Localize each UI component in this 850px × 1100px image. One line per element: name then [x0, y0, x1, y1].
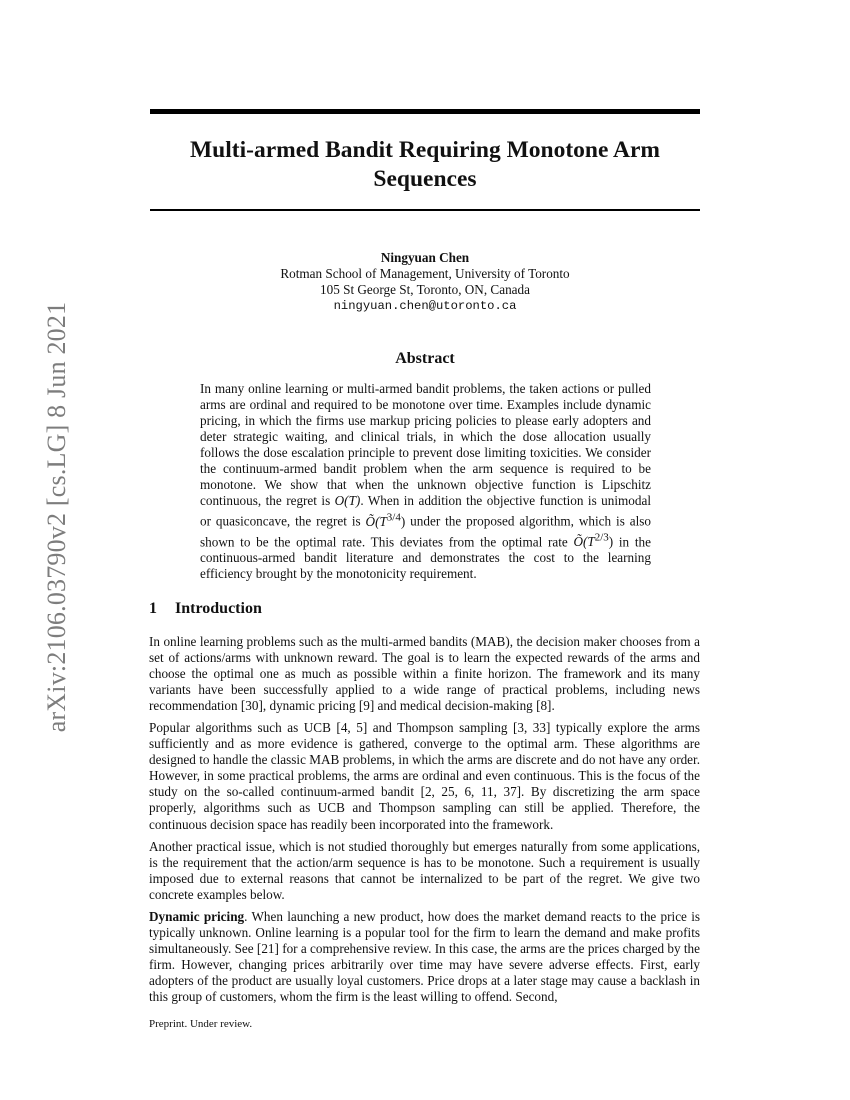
math-regret-continuous-close: ) [608, 534, 614, 550]
title-bottom-rule [150, 209, 700, 211]
section-title: Introduction [175, 600, 262, 617]
abstract-text-part-4: in the continuous-armed bandit literature and demonstrates the cost to the learning efficiency brought by the monotonicity requirement. [200, 534, 651, 582]
abstract-text-part-2: . When in addition the objective function is unimodal or quasiconcave, the regret is [200, 493, 651, 529]
footer-note: Preprint. Under review. [149, 1018, 253, 1030]
math-regret-continuous-base: Õ(T [573, 534, 595, 550]
author-address: 105 St George St, Toronto, ON, Canada [320, 282, 530, 297]
math-regret-lipschitz: O(T) [334, 493, 361, 509]
paper-title: Multi-armed Bandit Requiring Monotone Arm Sequences [190, 137, 660, 192]
author-email: ningyuan.chen@utoronto.ca [333, 299, 517, 313]
math-regret-continuous [573, 531, 614, 550]
dynamic-pricing-label: Dynamic pricing [149, 908, 245, 924]
abstract-text-part-1: In many online learning or multi-armed bandit problems, the taken actions or pulled arms are ordinal and required to be monotone over time. Examples include dynamic pricing, in which the firms use markup pricing policies to please early adopters and deter strategic waiting, and clinical trials, in which the dose allocation usually follows the dose escalation principle to prevent dose limiting toxicities. We consider the continuum-armed bandit problem when the arm sequence is required to be monotone. We show that when the unknown objective function is Lipschitz continuous, the regret is [200, 381, 651, 509]
math-regret-unimodal-base: Õ(T [365, 513, 387, 529]
title-top-rule [150, 109, 700, 114]
abstract-text-part-3: under the proposed algorithm, which is also shown to be the optimal rate. This deviates from the optimal rate [200, 513, 651, 550]
author-affiliation: Rotman School of Management, University of Toronto [280, 266, 570, 281]
math-regret-unimodal-exponent: 3/4 [386, 511, 401, 524]
section-heading-introduction [149, 600, 262, 618]
abstract-heading: Abstract [395, 350, 455, 367]
section-number: 1 [149, 600, 157, 617]
author-name: Ningyuan Chen [380, 250, 470, 265]
author-block [150, 250, 700, 314]
dynamic-pricing-text: . When launching a new product, how does the market demand reacts to the price is typically unknown. Online learning is a popular tool for the firm to learn the demand and make profits simultaneously. See [21] for a comprehensive review. In this case, the arms are the prices charged by the firm. However, changing prices arbitrarily over time may have severe adverse effects. First, early adopters of the product are usually loyal customers. Price drops at a later stage may cause a backlash in this group of customers, whom the firm is the least willing to offend. Second, [149, 908, 700, 1004]
paragraph: Another practical issue, which is not studied thoroughly but emerges naturally from some applications, is the requirement that the action/arm sequence is has to be monotone. Such a requirement is usually imposed due to external reasons that cannot be internalized to be part of the regret. We give two concrete examples below. [149, 838, 700, 902]
abstract-text [200, 381, 651, 582]
paragraph: Popular algorithms such as UCB [4, 5] and Thompson sampling [3, 33] typically explore the arms sufficiently and as more evidence is gathered, converge to the optimal arm. These algorithms are designed to handle the classic MAB problems, in which the arms are discrete and do not have any order. However, in some practical problems, the arms are ordinal and even continuous. This is the focus of the study on the so-called continuum-armed bandit [2, 25, 6, 11, 37]. By discretizing the arm space properly, algorithms such as UCB and Thompson sampling can still be applied. Therefore, the continuous decision space has readily been incorporated into the framework. [149, 720, 700, 832]
math-regret-unimodal-close: ) [400, 513, 406, 529]
paragraph: In online learning problems such as the multi-armed bandits (MAB), the decision maker chooses from a set of actions/arms with unknown reward. The goal is to learn the expected rewards of the arms and choose the optimal one as much as possible within a finite horizon. The framework and its many variants have been successfully applied to a wide range of practical problems, including news recommendation [30], dynamic pricing [9] and medical decision-making [8]. [149, 634, 700, 714]
introduction-body [149, 634, 700, 1011]
math-regret-unimodal [365, 511, 406, 529]
paragraph-dynamic-pricing [149, 909, 700, 1005]
arxiv-identifier-stamp: arXiv:2106.03790v2 [cs.LG] 8 Jun 2021 [42, 301, 71, 733]
math-regret-continuous-exponent: 2/3 [594, 531, 609, 544]
